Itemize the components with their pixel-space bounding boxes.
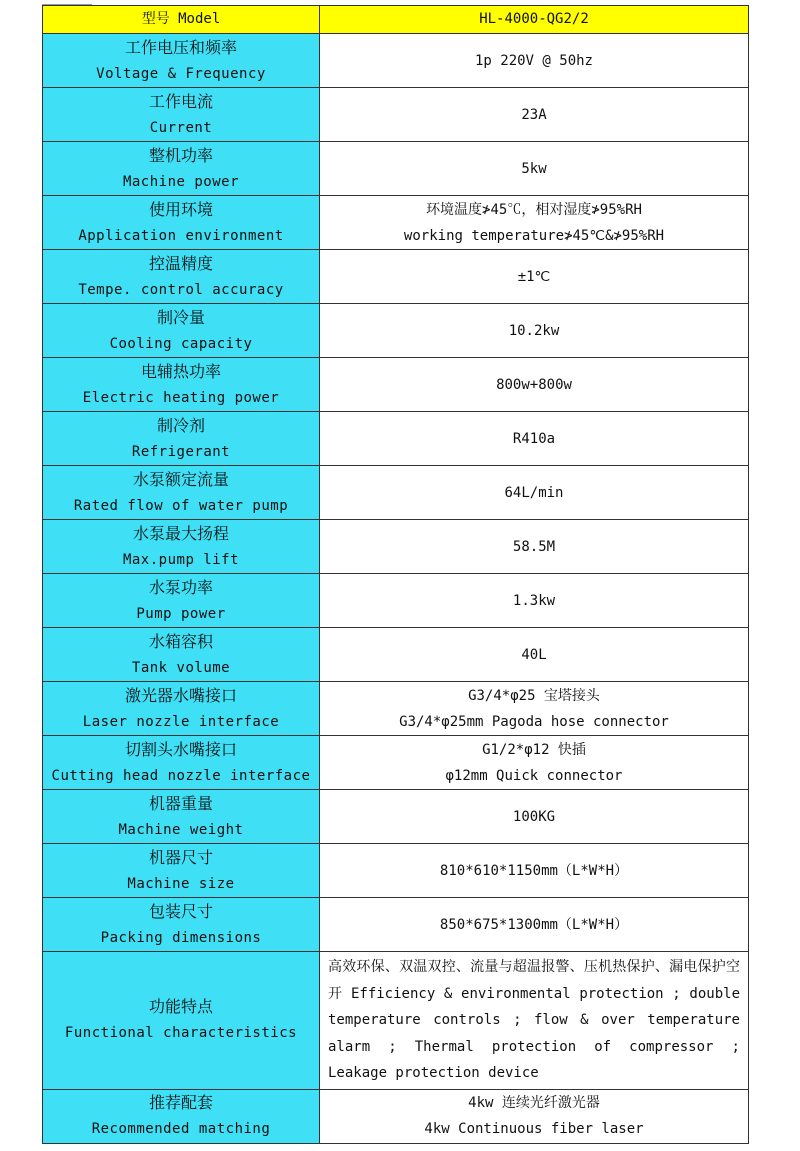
row-label-en: Packing dimensions [100,929,262,946]
row-value-line: 10.2kw [508,322,560,339]
row-value-cell [320,520,749,574]
row-value-line: 64L/min [504,484,564,501]
row-label-zh: 激光器水嘴接口 [124,685,237,705]
row-label-zh: 水泵功率 [148,577,213,597]
row-value-cell [320,628,749,682]
spec-table [42,5,749,1144]
row-value-line: 环境温度≯45℃，相对湿度≯95%RH [426,201,642,218]
row-label-cell [43,736,320,790]
table-row [43,304,749,358]
row-value-line: 800w+800w [496,376,572,393]
features-value: 高效环保、双温双控、流量与超温报警、压机热保护、漏电保护空开 Efficiency & environmental protection ; double temperature controls ; flow & over temperature alarm ; Thermal protection of compressor ; Leakage protection device [320,952,749,1090]
row-label-zh: 整机功率 [148,145,213,165]
header-label: 型号 Model [43,6,320,34]
row-value-cell [320,358,749,412]
row-label-en: Machine power [122,173,240,190]
recommended-row [43,1089,749,1143]
recommended-value-line: 4kw 连续光纤激光器 [468,1095,600,1111]
row-value-cell [320,304,749,358]
row-label-en: Tempe. control accuracy [78,281,284,298]
row-label-cell [43,520,320,574]
row-label-en: Machine size [127,875,235,892]
row-value-line: 100KG [512,808,556,825]
row-value-line: 5kw [521,160,547,177]
header-value: HL-4000-QG2/2 [320,6,749,34]
row-label-cell [43,358,320,412]
row-value-cell [320,898,749,952]
row-label-en: Rated flow of water pump [73,497,289,514]
row-label-en: Tank volume [131,659,231,676]
row-label-cell [43,250,320,304]
table-row [43,736,749,790]
row-value-line: 58.5M [512,538,556,555]
row-label-en: Laser nozzle interface [82,713,280,730]
row-label-cell [43,790,320,844]
recommended-value-cell [320,1089,749,1143]
row-label-cell [43,34,320,88]
row-label-zh: 包装尺寸 [148,901,213,921]
row-label-cell [43,304,320,358]
table-row [43,34,749,88]
features-label-zh: 功能特点 [148,997,213,1017]
row-value-line: 40L [521,646,547,663]
row-value-line: R410a [512,430,556,447]
table-row [43,682,749,736]
row-label-en: Voltage & Frequency [96,65,266,82]
row-label-cell [43,196,320,250]
table-row [43,790,749,844]
row-label-zh: 制冷剂 [156,415,205,435]
row-label-en: Cooling capacity [109,335,253,352]
row-label-cell [43,628,320,682]
row-label-zh: 水泵最大扬程 [132,523,229,543]
row-value-cell [320,250,749,304]
row-value-cell [320,682,749,736]
row-value-cell [320,196,749,250]
row-value-cell [320,466,749,520]
row-label-zh: 切割头水嘴接口 [124,739,237,759]
features-label-en: Functional characteristics [64,1025,298,1042]
row-label-zh: 使用环境 [148,199,213,219]
row-value-cell [320,34,749,88]
row-value-cell [320,736,749,790]
row-value-line: 1p 220V @ 50hz [474,52,593,69]
row-value-line: 850*675*1300mm（L*W*H） [439,916,629,933]
table-row [43,898,749,952]
table-row [43,196,749,250]
row-label-cell [43,682,320,736]
row-label-cell [43,898,320,952]
recommended-value-line: 4kw Continuous fiber laser [424,1121,644,1137]
spec-table-body [43,6,749,1144]
table-row [43,142,749,196]
recommended-label-zh: 推荐配套 [148,1093,213,1112]
row-value-cell [320,142,749,196]
features-row [43,952,749,1090]
row-label-cell [43,88,320,142]
row-label-cell [43,412,320,466]
recommended-label-en: Recommended matching [91,1121,271,1137]
row-value-line: G3/4*φ25mm Pagoda hose connector [399,713,669,730]
row-value-line: working temperature≯45℃&≯95%RH [403,227,665,244]
row-value-line: ±1℃ [517,268,551,285]
row-label-zh: 水箱容积 [148,631,213,651]
row-label-en: Application environment [78,227,284,244]
row-value-cell [320,412,749,466]
row-value-line: φ12mm Quick connector [445,767,623,784]
row-label-en: Pump power [136,605,226,622]
row-label-cell [43,466,320,520]
features-label-cell [43,952,320,1090]
table-row [43,466,749,520]
table-row [43,520,749,574]
row-value-cell [320,574,749,628]
recommended-label-cell [43,1089,320,1143]
row-label-cell [43,844,320,898]
row-label-en: Electric heating power [82,389,280,406]
row-label-en: Machine weight [118,821,244,838]
row-value-line: G3/4*φ25 宝塔接头 [468,687,600,704]
row-value-cell [320,790,749,844]
table-row [43,358,749,412]
row-value-line: 1.3kw [512,592,556,609]
table-row [43,628,749,682]
table-row [43,574,749,628]
row-label-zh: 机器尺寸 [148,847,213,867]
row-label-zh: 控温精度 [148,253,213,273]
row-label-zh: 水泵额定流量 [132,469,229,489]
row-label-zh: 制冷量 [156,307,205,327]
table-row [43,88,749,142]
row-label-cell [43,142,320,196]
table-row [43,412,749,466]
table-row [43,250,749,304]
row-value-line: G1/2*φ12 快插 [482,741,586,758]
header-row [43,6,749,34]
row-label-zh: 工作电流 [148,91,213,111]
row-label-zh: 工作电压和频率 [124,37,237,57]
row-value-cell [320,88,749,142]
row-label-zh: 电辅热功率 [140,361,221,381]
row-label-en: Cutting head nozzle interface [51,767,311,784]
row-value-line: 810*610*1150mm（L*W*H） [439,862,629,879]
row-value-cell [320,844,749,898]
row-label-zh: 机器重量 [148,793,213,813]
row-label-cell [43,574,320,628]
row-label-en: Current [149,119,213,136]
row-label-en: Refrigerant [131,443,231,460]
row-value-line: 23A [521,106,547,123]
row-label-en: Max.pump lift [122,551,240,568]
table-row [43,844,749,898]
